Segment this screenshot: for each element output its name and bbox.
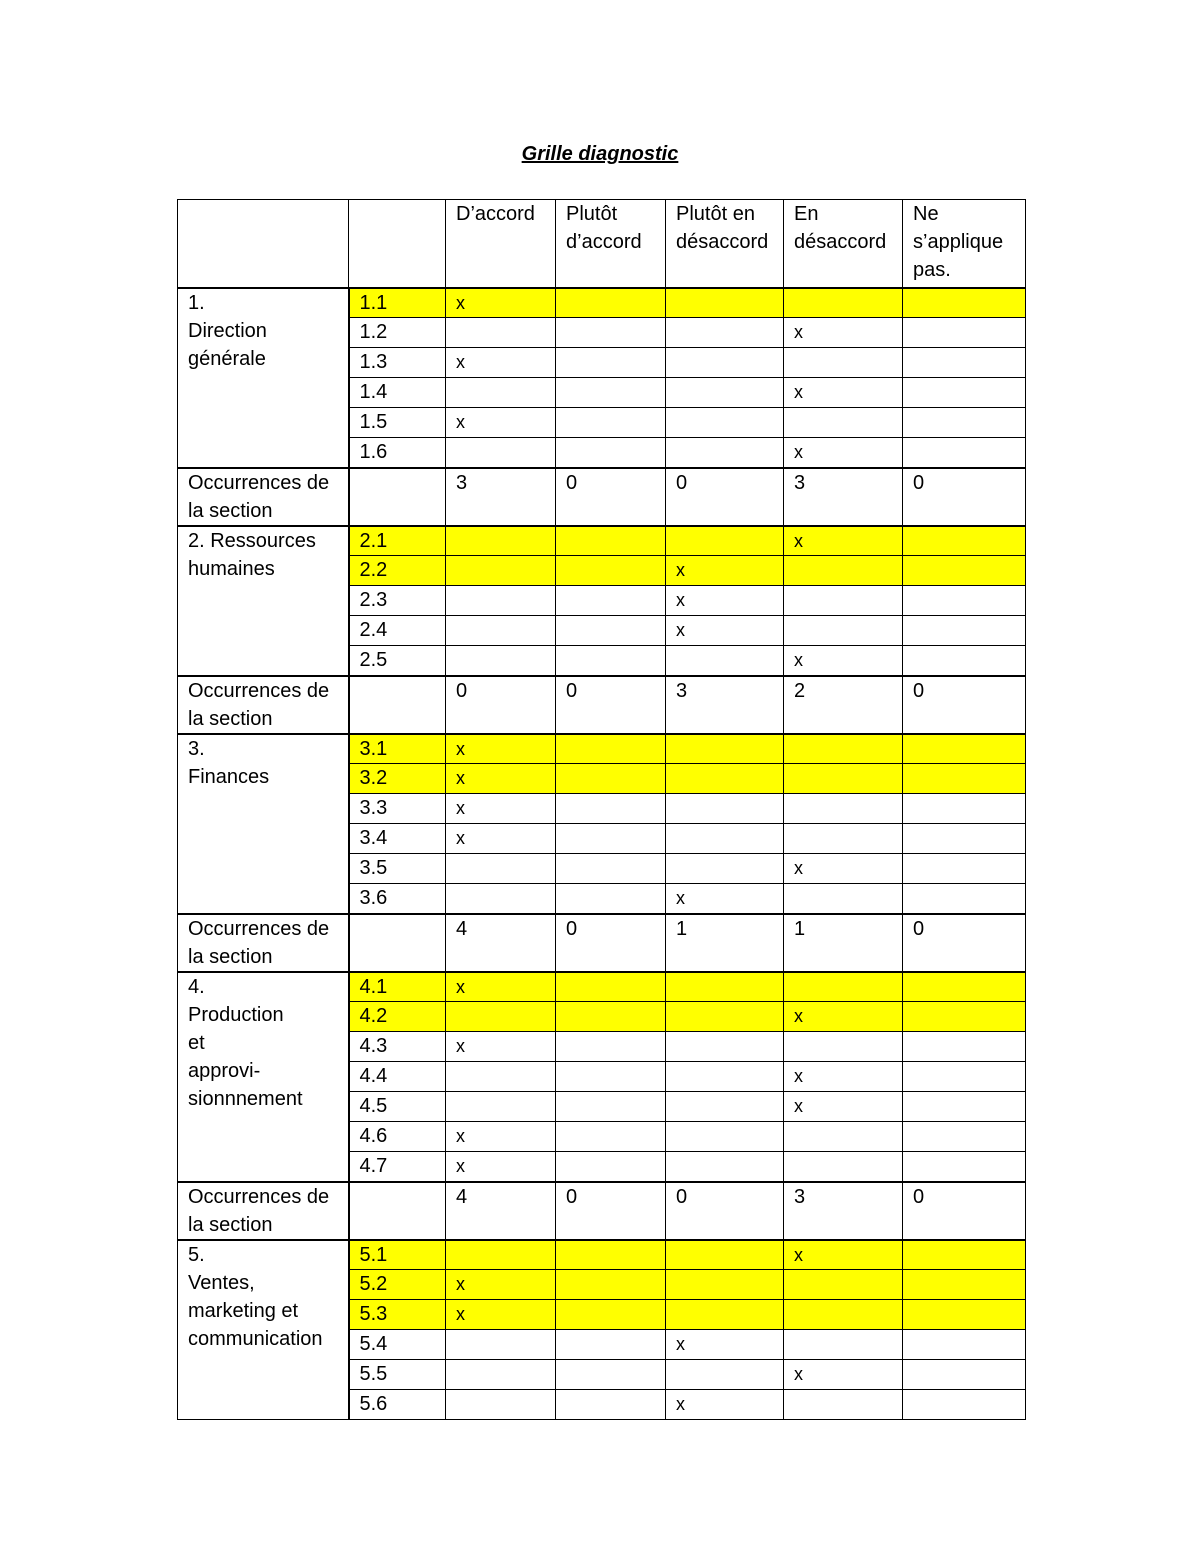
occurrence-count: 0 [666, 1182, 784, 1240]
question-id: 2.3 [349, 586, 446, 616]
answer-cell [903, 794, 1026, 824]
occurrence-count: 0 [666, 468, 784, 526]
question-id: 3.5 [349, 854, 446, 884]
answer-cell [903, 1122, 1026, 1152]
answer-cell [666, 348, 784, 378]
question-id: 4.2 [349, 1002, 446, 1032]
answer-cell [666, 526, 784, 556]
occurrences-label: Occurrences de la section [178, 914, 349, 972]
question-id: 1.3 [349, 348, 446, 378]
question-id: 2.5 [349, 646, 446, 676]
answer-cell: x [446, 972, 556, 1002]
question-id: 4.7 [349, 1152, 446, 1182]
answer-cell [556, 526, 666, 556]
answer-cell: x [784, 438, 903, 468]
answer-cell [666, 408, 784, 438]
answer-cell [784, 972, 903, 1002]
answer-cell [903, 824, 1026, 854]
answer-cell: x [446, 348, 556, 378]
answer-cell: x [446, 1032, 556, 1062]
answer-cell [903, 1092, 1026, 1122]
answer-cell [446, 438, 556, 468]
answer-cell [784, 764, 903, 794]
answer-cell [556, 408, 666, 438]
answer-cell [903, 1002, 1026, 1032]
answer-cell [903, 1152, 1026, 1182]
answer-cell [903, 854, 1026, 884]
question-id: 1.2 [349, 318, 446, 348]
answer-cell [903, 1240, 1026, 1270]
answer-cell [556, 1062, 666, 1092]
question-id: 2.4 [349, 616, 446, 646]
occurrence-count: 0 [556, 676, 666, 734]
occurrence-count: 4 [446, 914, 556, 972]
answer-cell [784, 288, 903, 318]
answer-cell [903, 1330, 1026, 1360]
question-id: 5.3 [349, 1300, 446, 1330]
answer-cell [446, 1330, 556, 1360]
occurrences-row [178, 468, 1026, 526]
answer-cell: x [784, 854, 903, 884]
answer-cell [903, 1300, 1026, 1330]
occurrences-label: Occurrences de la section [178, 1182, 349, 1240]
question-id: 3.3 [349, 794, 446, 824]
answer-cell: x [784, 378, 903, 408]
occurrences-blank-cell [349, 468, 446, 526]
answer-cell [556, 1032, 666, 1062]
answer-cell [446, 586, 556, 616]
occurrence-count: 0 [446, 676, 556, 734]
answer-cell [903, 764, 1026, 794]
answer-cell [446, 1062, 556, 1092]
question-id: 4.1 [349, 972, 446, 1002]
answer-cell [556, 1122, 666, 1152]
occurrence-count: 3 [666, 676, 784, 734]
answer-cell [666, 764, 784, 794]
section-label: 4. Production et approvi- sionnnement [178, 972, 349, 1182]
answer-cell [556, 972, 666, 1002]
question-id: 5.2 [349, 1270, 446, 1300]
table-row [178, 1240, 1026, 1270]
question-id: 1.1 [349, 288, 446, 318]
answer-cell [666, 1270, 784, 1300]
answer-cell: x [446, 1270, 556, 1300]
question-id: 1.5 [349, 408, 446, 438]
answer-cell [784, 1032, 903, 1062]
answer-cell: x [784, 1092, 903, 1122]
answer-cell [903, 884, 1026, 914]
answer-cell [446, 526, 556, 556]
answer-cell: x [446, 734, 556, 764]
column-header: Ne s’applique pas. [903, 200, 1026, 288]
answer-cell [903, 1270, 1026, 1300]
answer-cell: x [446, 1300, 556, 1330]
answer-cell [556, 586, 666, 616]
answer-cell [903, 646, 1026, 676]
answer-cell: x [666, 1390, 784, 1420]
question-id: 5.5 [349, 1360, 446, 1390]
answer-cell [556, 1300, 666, 1330]
answer-cell [446, 616, 556, 646]
answer-cell [903, 1360, 1026, 1390]
answer-cell [556, 378, 666, 408]
answer-cell [784, 616, 903, 646]
answer-cell [446, 1092, 556, 1122]
answer-cell [556, 438, 666, 468]
answer-cell [903, 378, 1026, 408]
answer-cell: x [784, 1360, 903, 1390]
table-row [178, 734, 1026, 764]
question-id: 3.1 [349, 734, 446, 764]
document-title: Grille diagnostic [521, 143, 679, 165]
answer-cell [784, 1390, 903, 1420]
answer-cell [784, 1270, 903, 1300]
answer-cell [556, 556, 666, 586]
answer-cell [446, 1390, 556, 1420]
answer-cell [784, 824, 903, 854]
answer-cell [556, 824, 666, 854]
question-id: 3.4 [349, 824, 446, 854]
occurrence-count: 3 [446, 468, 556, 526]
answer-cell: x [784, 318, 903, 348]
occurrence-count: 1 [784, 914, 903, 972]
answer-cell [784, 586, 903, 616]
answer-cell [666, 854, 784, 884]
answer-cell [784, 1300, 903, 1330]
answer-cell [556, 1152, 666, 1182]
answer-cell [446, 1240, 556, 1270]
answer-cell [666, 378, 784, 408]
answer-cell [446, 1360, 556, 1390]
answer-cell: x [446, 794, 556, 824]
occurrences-row [178, 914, 1026, 972]
answer-cell [446, 556, 556, 586]
answer-cell [556, 288, 666, 318]
answer-cell [903, 408, 1026, 438]
occurrence-count: 3 [784, 468, 903, 526]
answer-cell [556, 1330, 666, 1360]
occurrences-label: Occurrences de la section [178, 468, 349, 526]
answer-cell [556, 1002, 666, 1032]
answer-cell [666, 1032, 784, 1062]
answer-cell [556, 1360, 666, 1390]
answer-cell [556, 1270, 666, 1300]
answer-cell [446, 646, 556, 676]
answer-cell [903, 1390, 1026, 1420]
answer-cell [666, 1152, 784, 1182]
answer-cell [556, 348, 666, 378]
occurrence-count: 0 [556, 468, 666, 526]
question-id: 5.6 [349, 1390, 446, 1420]
answer-cell [666, 1062, 784, 1092]
occurrences-blank-cell [349, 1182, 446, 1240]
column-header: Plutôt en désaccord [666, 200, 784, 288]
answer-cell [666, 438, 784, 468]
occurrence-count: 3 [784, 1182, 903, 1240]
answer-cell [556, 318, 666, 348]
answer-cell [903, 586, 1026, 616]
answer-cell [556, 1390, 666, 1420]
question-id: 4.5 [349, 1092, 446, 1122]
question-id: 4.3 [349, 1032, 446, 1062]
answer-cell [784, 556, 903, 586]
table-row [178, 526, 1026, 556]
answer-cell [784, 1152, 903, 1182]
answer-cell [556, 854, 666, 884]
header-blank-cell [349, 200, 446, 288]
answer-cell: x [784, 646, 903, 676]
answer-cell: x [446, 288, 556, 318]
answer-cell [556, 734, 666, 764]
answer-cell [666, 318, 784, 348]
answer-cell [556, 1240, 666, 1270]
column-header: D’accord [446, 200, 556, 288]
answer-cell [903, 526, 1026, 556]
answer-cell [446, 1002, 556, 1032]
column-header: En désaccord [784, 200, 903, 288]
answer-cell [556, 794, 666, 824]
answer-cell [903, 616, 1026, 646]
question-id: 3.2 [349, 764, 446, 794]
occurrence-count: 0 [903, 676, 1026, 734]
section-label: 2. Ressources humaines [178, 526, 349, 676]
occurrences-blank-cell [349, 914, 446, 972]
answer-cell [784, 734, 903, 764]
question-id: 1.4 [349, 378, 446, 408]
answer-cell [446, 318, 556, 348]
answer-cell: x [666, 616, 784, 646]
answer-cell [666, 288, 784, 318]
answer-cell [784, 794, 903, 824]
question-id: 5.1 [349, 1240, 446, 1270]
answer-cell: x [446, 1152, 556, 1182]
answer-cell [666, 1300, 784, 1330]
answer-cell [903, 1062, 1026, 1092]
answer-cell [784, 348, 903, 378]
question-id: 2.1 [349, 526, 446, 556]
occurrence-count: 2 [784, 676, 903, 734]
section-label: 5. Ventes, marketing et communication [178, 1240, 349, 1420]
answer-cell [903, 556, 1026, 586]
occurrence-count: 0 [903, 914, 1026, 972]
answer-cell: x [784, 1240, 903, 1270]
question-id: 3.6 [349, 884, 446, 914]
occurrence-count: 0 [556, 914, 666, 972]
answer-cell [784, 1330, 903, 1360]
answer-cell: x [446, 1122, 556, 1152]
answer-cell: x [784, 1002, 903, 1032]
table-row [178, 972, 1026, 1002]
answer-cell [666, 1240, 784, 1270]
answer-cell: x [666, 1330, 784, 1360]
answer-cell [666, 1002, 784, 1032]
answer-cell [903, 288, 1026, 318]
answer-cell: x [446, 824, 556, 854]
answer-cell [903, 734, 1026, 764]
occurrences-blank-cell [349, 676, 446, 734]
header-row [178, 200, 1026, 288]
answer-cell [666, 1092, 784, 1122]
answer-cell [446, 378, 556, 408]
answer-cell [784, 1122, 903, 1152]
answer-cell [666, 824, 784, 854]
occurrence-count: 0 [903, 468, 1026, 526]
answer-cell [556, 884, 666, 914]
answer-cell [903, 438, 1026, 468]
occurrences-row [178, 1182, 1026, 1240]
section-label: 1. Direction générale [178, 288, 349, 468]
diagnostic-grid [177, 199, 1026, 1420]
question-id: 1.6 [349, 438, 446, 468]
question-id: 4.6 [349, 1122, 446, 1152]
answer-cell [446, 854, 556, 884]
answer-cell [666, 972, 784, 1002]
section-label: 3. Finances [178, 734, 349, 914]
answer-cell: x [666, 586, 784, 616]
occurrence-count: 4 [446, 1182, 556, 1240]
occurrences-row [178, 676, 1026, 734]
question-id: 4.4 [349, 1062, 446, 1092]
answer-cell [556, 764, 666, 794]
answer-cell [556, 616, 666, 646]
answer-cell [666, 734, 784, 764]
answer-cell: x [784, 1062, 903, 1092]
table-row [178, 288, 1026, 318]
answer-cell [784, 408, 903, 438]
answer-cell [903, 318, 1026, 348]
answer-cell [903, 972, 1026, 1002]
answer-cell [784, 884, 903, 914]
answer-cell [556, 646, 666, 676]
answer-cell [556, 1092, 666, 1122]
answer-cell [666, 794, 784, 824]
answer-cell: x [446, 764, 556, 794]
column-header: Plutôt d’accord [556, 200, 666, 288]
occurrence-count: 0 [556, 1182, 666, 1240]
answer-cell [903, 348, 1026, 378]
answer-cell: x [666, 556, 784, 586]
question-id: 2.2 [349, 556, 446, 586]
answer-cell: x [446, 408, 556, 438]
answer-cell [446, 884, 556, 914]
occurrences-label: Occurrences de la section [178, 676, 349, 734]
answer-cell [666, 1360, 784, 1390]
answer-cell: x [784, 526, 903, 556]
question-id: 5.4 [349, 1330, 446, 1360]
header-blank-cell [178, 200, 349, 288]
answer-cell: x [666, 884, 784, 914]
occurrence-count: 0 [903, 1182, 1026, 1240]
occurrence-count: 1 [666, 914, 784, 972]
answer-cell [666, 1122, 784, 1152]
answer-cell [666, 646, 784, 676]
answer-cell [903, 1032, 1026, 1062]
